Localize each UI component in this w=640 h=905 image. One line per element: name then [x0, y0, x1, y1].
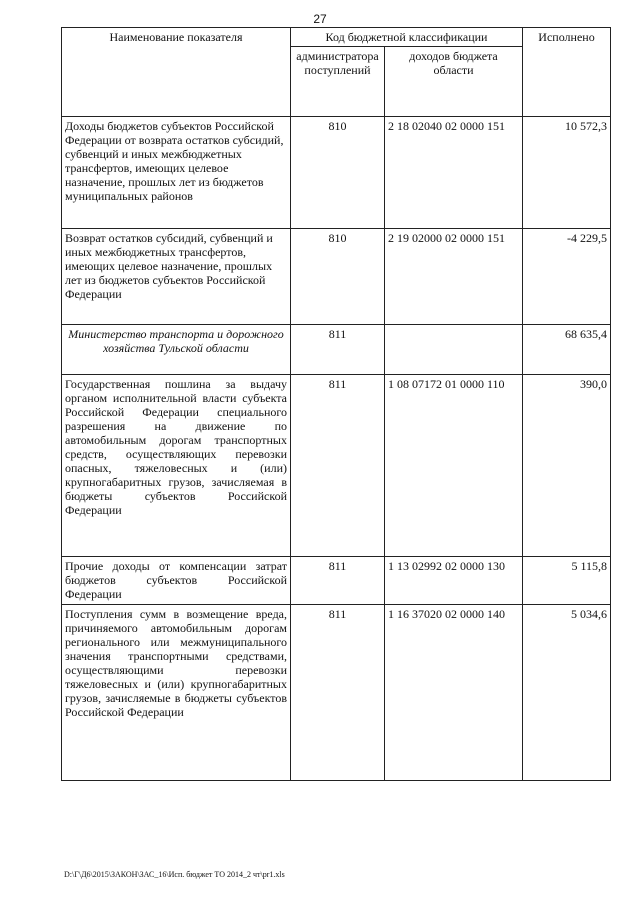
- row-executed: -4 229,5: [523, 229, 611, 325]
- row-executed: 5 034,6: [523, 605, 611, 781]
- header-income: доходов бюджета области: [385, 47, 523, 117]
- row-executed: 390,0: [523, 375, 611, 557]
- header-code-group: Код бюджетной классификации: [291, 28, 523, 47]
- row-admin-code: 811: [291, 557, 385, 605]
- row-name: Государственная пошлина за выдачу органом исполнительной власти субъекта Российской Федерации специального разрешения на движение по автомобильным дорогам транспортных средств, осуществляющих перевозки опасных, тяжеловесных и (или) крупногабаритных грузов, зачисляемая в бюджеты субъектов Российской Федерации: [62, 375, 291, 557]
- row-name: Прочие доходы от компенсации затрат бюджетов субъектов Российской Федерации: [62, 557, 291, 605]
- row-name: Поступления сумм в возмещение вреда, причиняемого автомобильным дорогам регионального или межмуниципального значения транспортными средствами, осуществляющими перевозки тяжеловесных и (или) крупногабаритных грузов, зачисляемые в бюджеты субъектов Российской Федерации: [62, 605, 291, 781]
- header-admin: администратора поступлений: [291, 47, 385, 117]
- header-executed: Исполнено: [523, 28, 611, 117]
- table-row: [62, 375, 611, 557]
- table-row: [62, 325, 611, 375]
- row-income-code: 1 16 37020 02 0000 140: [385, 605, 523, 781]
- row-income-code: 2 18 02040 02 0000 151: [385, 117, 523, 229]
- header-name: Наименование показателя: [62, 28, 291, 117]
- footer-file-path: D:\Г\Д6\2015\ЗАКОН\ЗАС_16\Исп. бюджет ТО 2014_2 чт\pr1.xls: [64, 870, 285, 879]
- table-row: [62, 117, 611, 229]
- row-executed: 68 635,4: [523, 325, 611, 375]
- row-admin-code: 811: [291, 325, 385, 375]
- row-name: Министерство транспорта и дорожного хозяйства Тульской области: [62, 325, 291, 375]
- row-income-code: 1 13 02992 02 0000 130: [385, 557, 523, 605]
- header-row: [62, 28, 611, 47]
- table-row: [62, 229, 611, 325]
- row-admin-code: 811: [291, 605, 385, 781]
- row-income-code: [385, 325, 523, 375]
- row-admin-code: 810: [291, 117, 385, 229]
- row-income-code: 1 08 07172 01 0000 110: [385, 375, 523, 557]
- row-executed: 10 572,3: [523, 117, 611, 229]
- row-income-code: 2 19 02000 02 0000 151: [385, 229, 523, 325]
- budget-table: [61, 27, 611, 781]
- page-number: 27: [313, 12, 327, 26]
- row-executed: 5 115,8: [523, 557, 611, 605]
- table-row: [62, 557, 611, 605]
- row-admin-code: 811: [291, 375, 385, 557]
- row-name: Доходы бюджетов субъектов Российской Федерации от возврата остатков субсидий, субвенций и иных межбюджетных трансфертов, имеющих целевое назначение, прошлых лет из бюджетов муниципальных районов: [62, 117, 291, 229]
- row-admin-code: 810: [291, 229, 385, 325]
- table-row: [62, 605, 611, 781]
- row-name: Возврат остатков субсидий, субвенций и иных межбюджетных трансфертов, имеющих целевое назначение, прошлых лет из бюджетов субъектов Российской Федерации: [62, 229, 291, 325]
